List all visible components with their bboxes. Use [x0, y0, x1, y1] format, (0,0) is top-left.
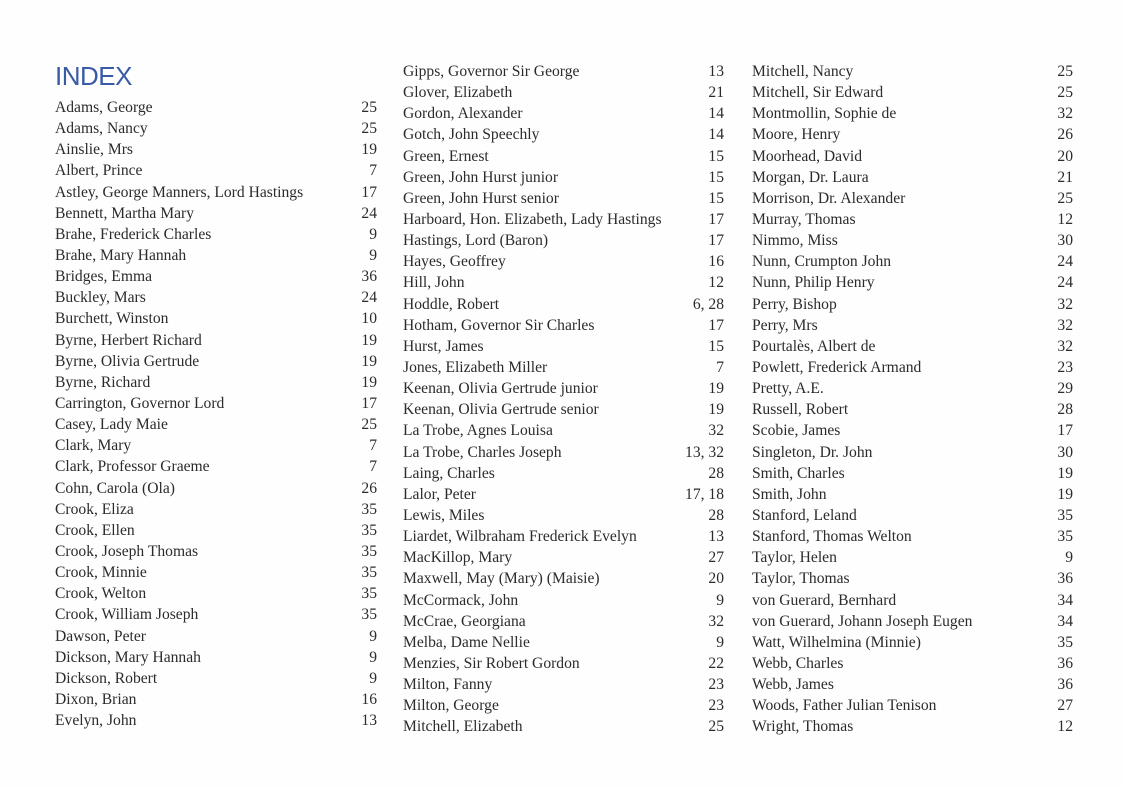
entry-name: Hurst, James — [403, 337, 484, 355]
index-entry — [403, 146, 724, 167]
entry-pages: 35 — [361, 542, 377, 560]
entry-name: Keenan, Olivia Gertrude junior — [403, 380, 598, 398]
entry-name: Ainslie, Mrs — [55, 141, 133, 159]
entry-name: Moorhead, David — [752, 147, 862, 165]
entry-name: Dickson, Mary Hannah — [55, 648, 201, 666]
entry-name: Lewis, Miles — [403, 506, 485, 524]
entry-name: Carrington, Governor Lord — [55, 394, 225, 412]
entry-name: Moore, Henry — [752, 126, 841, 144]
entry-name: Scobie, James — [752, 422, 841, 440]
entry-pages: 17 — [361, 183, 377, 201]
entry-pages: 14 — [708, 105, 724, 123]
index-entry — [403, 568, 724, 589]
entry-pages: 28 — [708, 506, 724, 524]
index-entry — [55, 118, 377, 139]
entry-name: McCormack, John — [403, 591, 519, 609]
entry-pages: 15 — [708, 337, 724, 355]
entry-name: Menzies, Sir Robert Gordon — [403, 654, 580, 672]
entry-name: Crook, Welton — [55, 585, 147, 603]
entry-pages: 28 — [708, 464, 724, 482]
entry-name: Crook, Joseph Thomas — [55, 542, 199, 560]
entry-name: Morrison, Dr. Alexander — [752, 189, 906, 207]
entry-name: Watt, Wilhelmina (Minnie) — [752, 633, 921, 651]
entry-pages: 32 — [1057, 105, 1073, 123]
entry-name: Montmollin, Sophie de — [752, 105, 897, 123]
index-entry — [752, 103, 1073, 124]
entry-name: Gordon, Alexander — [403, 105, 523, 123]
index-entry — [55, 160, 377, 181]
entry-pages: 30 — [1057, 232, 1073, 250]
index-entry — [403, 82, 724, 103]
entry-name: Woods, Father Julian Tenison — [752, 697, 937, 715]
index-entry — [752, 590, 1073, 611]
entry-pages: 23 — [1057, 358, 1073, 376]
entry-pages: 19 — [1057, 485, 1073, 503]
index-entry — [55, 478, 377, 499]
index-entry — [752, 611, 1073, 632]
entry-name: Wright, Thomas — [752, 718, 854, 736]
entry-pages: 32 — [708, 612, 724, 630]
index-entry — [752, 399, 1073, 420]
index-entry — [403, 442, 724, 463]
entry-pages: 36 — [1057, 654, 1073, 672]
entry-pages: 13, 32 — [685, 443, 724, 461]
entry-pages: 27 — [708, 549, 724, 567]
entry-name: Casey, Lady Maie — [55, 416, 168, 434]
entry-name: Singleton, Dr. John — [752, 443, 873, 461]
index-entry — [55, 414, 377, 435]
entry-name: Milton, George — [403, 697, 499, 715]
index-entry — [752, 378, 1073, 399]
index-entry — [55, 689, 377, 710]
entry-name: Jones, Elizabeth Miller — [403, 358, 548, 376]
entry-pages: 32 — [1057, 337, 1073, 355]
entry-pages: 26 — [361, 479, 377, 497]
index-entry — [55, 562, 377, 583]
entry-name: Laing, Charles — [403, 464, 495, 482]
index-entry — [55, 203, 377, 224]
index-entry — [55, 182, 377, 203]
index-entry — [55, 139, 377, 160]
entry-name: Dixon, Brian — [55, 690, 137, 708]
entry-name: Nunn, Crumpton John — [752, 253, 892, 271]
index-entry — [752, 167, 1073, 188]
entry-pages: 9 — [369, 246, 377, 264]
index-entry — [403, 420, 724, 441]
entry-pages: 35 — [361, 564, 377, 582]
entry-name: Byrne, Olivia Gertrude — [55, 352, 200, 370]
entry-pages: 9 — [369, 648, 377, 666]
entry-name: Harboard, Hon. Elizabeth, Lady Hastings — [403, 210, 662, 228]
entry-pages: 9 — [716, 591, 724, 609]
entry-pages: 34 — [1057, 612, 1073, 630]
entry-pages: 7 — [369, 162, 377, 180]
entry-pages: 35 — [1057, 633, 1073, 651]
index-entry — [403, 230, 724, 251]
index-entry — [752, 568, 1073, 589]
index-entry — [752, 357, 1073, 378]
index-entry — [752, 188, 1073, 209]
index-title: INDEX — [55, 61, 132, 91]
index-entry — [752, 230, 1073, 251]
entry-pages: 15 — [708, 147, 724, 165]
entry-name: Byrne, Richard — [55, 373, 151, 391]
entry-pages: 19 — [361, 141, 377, 159]
index-entry — [403, 632, 724, 653]
entry-pages: 36 — [1057, 676, 1073, 694]
index-entry — [403, 590, 724, 611]
entry-pages: 24 — [361, 204, 377, 222]
entry-pages: 21 — [1057, 168, 1073, 186]
index-entry — [403, 399, 724, 420]
entry-pages: 35 — [1057, 528, 1073, 546]
entry-pages: 10 — [361, 310, 377, 328]
entry-name: Adams, George — [55, 99, 153, 116]
entry-pages: 24 — [1057, 253, 1073, 271]
entry-name: Powlett, Frederick Armand — [752, 358, 922, 376]
index-entry — [55, 330, 377, 351]
entry-pages: 24 — [1057, 274, 1073, 292]
entry-pages: 24 — [361, 289, 377, 307]
entry-name: Crook, Minnie — [55, 564, 147, 582]
index-entry — [403, 695, 724, 716]
entry-pages: 13 — [708, 63, 724, 80]
index-entry — [403, 674, 724, 695]
index-entry — [403, 357, 724, 378]
entry-name: Stanford, Leland — [752, 506, 857, 524]
entry-name: Liardet, Wilbraham Frederick Evelyn — [403, 528, 637, 546]
entry-pages: 19 — [708, 380, 724, 398]
entry-name: Adams, Nancy — [55, 120, 148, 138]
index-entry — [752, 442, 1073, 463]
index-entry — [55, 287, 377, 308]
entry-name: Hayes, Geoffrey — [403, 253, 506, 271]
index-entry — [752, 484, 1073, 505]
index-entry — [403, 272, 724, 293]
entry-name: Smith, Charles — [752, 464, 845, 482]
entry-pages: 23 — [708, 676, 724, 694]
entry-name: Morgan, Dr. Laura — [752, 168, 869, 186]
entry-pages: 25 — [361, 416, 377, 434]
entry-pages: 36 — [1057, 570, 1073, 588]
entry-pages: 36 — [361, 268, 377, 286]
entry-pages: 19 — [1057, 464, 1073, 482]
entry-pages: 32 — [708, 422, 724, 440]
entry-name: Crook, Eliza — [55, 500, 134, 518]
entry-pages: 7 — [369, 437, 377, 455]
entry-pages: 25 — [708, 718, 724, 736]
index-column-2 — [403, 61, 724, 738]
entry-pages: 13 — [708, 528, 724, 546]
entry-pages: 16 — [361, 690, 377, 708]
entry-pages: 16 — [708, 253, 724, 271]
index-column-3 — [752, 61, 1073, 738]
entry-pages: 15 — [708, 168, 724, 186]
index-entry — [403, 716, 724, 737]
entry-name: Green, John Hurst junior — [403, 168, 559, 186]
index-entry — [403, 251, 724, 272]
entry-name: Pretty, A.E. — [752, 380, 824, 398]
index-entry — [752, 251, 1073, 272]
index-entry — [403, 209, 724, 230]
index-entry — [752, 336, 1073, 357]
index-entry — [403, 611, 724, 632]
index-entry — [403, 484, 724, 505]
entry-pages: 17 — [708, 316, 724, 334]
entry-name: Maxwell, May (Mary) (Maisie) — [403, 570, 600, 588]
entry-name: Gipps, Governor Sir George — [403, 63, 580, 80]
entry-name: Glover, Elizabeth — [403, 84, 513, 102]
entry-name: Melba, Dame Nellie — [403, 633, 530, 651]
entry-name: Albert, Prince — [55, 162, 143, 180]
index-entry — [403, 463, 724, 484]
entry-name: Mitchell, Nancy — [752, 63, 854, 80]
index-entry — [55, 668, 377, 689]
index-entry — [55, 604, 377, 625]
entry-pages: 14 — [708, 126, 724, 144]
index-entry — [752, 420, 1073, 441]
index-entry — [55, 97, 377, 118]
entry-name: von Guerard, Bernhard — [752, 591, 897, 609]
entry-pages: 19 — [361, 352, 377, 370]
entry-pages: 17 — [361, 394, 377, 412]
entry-name: Lalor, Peter — [403, 485, 476, 503]
entry-pages: 17 — [708, 232, 724, 250]
index-entry — [752, 315, 1073, 336]
entry-name: Brahe, Frederick Charles — [55, 225, 212, 243]
entry-pages: 27 — [1057, 697, 1073, 715]
entry-name: Smith, John — [752, 485, 827, 503]
entry-name: von Guerard, Johann Joseph Eugen — [752, 612, 973, 630]
entry-name: Cohn, Carola (Ola) — [55, 479, 175, 497]
entry-name: McCrae, Georgiana — [403, 612, 526, 630]
entry-pages: 13 — [361, 712, 377, 730]
entry-pages: 17, 18 — [685, 485, 724, 503]
entry-pages: 23 — [708, 697, 724, 715]
index-entry — [403, 294, 724, 315]
entry-name: La Trobe, Agnes Louisa — [403, 422, 553, 440]
entry-name: Taylor, Thomas — [752, 570, 850, 588]
entry-pages: 25 — [1057, 84, 1073, 102]
entry-name: Astley, George Manners, Lord Hastings — [55, 183, 304, 201]
entry-name: Keenan, Olivia Gertrude senior — [403, 401, 599, 419]
entry-pages: 19 — [361, 373, 377, 391]
index-entry — [752, 294, 1073, 315]
entry-pages: 20 — [1057, 147, 1073, 165]
entry-pages: 19 — [708, 401, 724, 419]
entry-pages: 12 — [1057, 718, 1073, 736]
entry-name: Mitchell, Sir Edward — [752, 84, 884, 102]
index-entry — [403, 188, 724, 209]
index-entry — [55, 224, 377, 245]
entry-pages: 25 — [1057, 63, 1073, 80]
entry-name: La Trobe, Charles Joseph — [403, 443, 562, 461]
entry-pages: 22 — [708, 654, 724, 672]
entry-pages: 20 — [708, 570, 724, 588]
index-entry — [752, 547, 1073, 568]
entry-name: Hastings, Lord (Baron) — [403, 232, 549, 250]
entry-pages: 12 — [1057, 210, 1073, 228]
entry-name: Perry, Bishop — [752, 295, 837, 313]
entry-name: Clark, Mary — [55, 437, 132, 455]
index-entry — [752, 695, 1073, 716]
entry-name: Webb, James — [752, 676, 834, 694]
entry-pages: 7 — [716, 358, 724, 376]
entry-pages: 32 — [1057, 316, 1073, 334]
entry-pages: 25 — [1057, 189, 1073, 207]
entry-name: Gotch, John Speechly — [403, 126, 540, 144]
index-entry — [752, 209, 1073, 230]
entry-name: Crook, Ellen — [55, 521, 135, 539]
index-entry — [403, 167, 724, 188]
index-entries — [752, 61, 1073, 738]
entry-name: Russell, Robert — [752, 401, 849, 419]
entry-name: Hill, John — [403, 274, 465, 292]
index-entry — [752, 82, 1073, 103]
entry-pages: 15 — [708, 189, 724, 207]
entry-name: Nunn, Philip Henry — [752, 274, 875, 292]
entry-pages: 34 — [1057, 591, 1073, 609]
index-entry — [55, 245, 377, 266]
entry-pages: 35 — [361, 521, 377, 539]
index-entries — [55, 97, 377, 731]
entry-pages: 19 — [361, 331, 377, 349]
entry-name: Dickson, Robert — [55, 669, 158, 687]
entry-pages: 29 — [1057, 380, 1073, 398]
index-entry — [403, 547, 724, 568]
entry-pages: 35 — [361, 606, 377, 624]
index-entry — [752, 463, 1073, 484]
entry-pages: 7 — [369, 458, 377, 476]
entry-name: Webb, Charles — [752, 654, 844, 672]
index-entry — [403, 315, 724, 336]
index-column-1 — [55, 61, 377, 731]
entry-name: Clark, Professor Graeme — [55, 458, 210, 476]
entry-pages: 17 — [708, 210, 724, 228]
entry-name: Brahe, Mary Hannah — [55, 246, 187, 264]
index-entry — [403, 103, 724, 124]
entry-pages: 35 — [1057, 506, 1073, 524]
entry-name: Crook, William Joseph — [55, 606, 199, 624]
index-entry — [55, 308, 377, 329]
entry-pages: 25 — [361, 120, 377, 138]
index-entry — [752, 716, 1073, 737]
index-entry — [55, 266, 377, 287]
entry-name: Nimmo, Miss — [752, 232, 838, 250]
index-entry — [752, 146, 1073, 167]
index-entry — [752, 124, 1073, 145]
entry-pages: 35 — [361, 500, 377, 518]
index-entry — [55, 520, 377, 541]
entry-name: Byrne, Herbert Richard — [55, 331, 202, 349]
entry-pages: 12 — [708, 274, 724, 292]
entry-name: Stanford, Thomas Welton — [752, 528, 912, 546]
entry-pages: 30 — [1057, 443, 1073, 461]
entry-name: Bridges, Emma — [55, 268, 153, 286]
entry-name: Burchett, Winston — [55, 310, 169, 328]
entry-pages: 9 — [369, 225, 377, 243]
entry-name: Hoddle, Robert — [403, 295, 500, 313]
entry-name: Murray, Thomas — [752, 210, 856, 228]
index-entry — [752, 632, 1073, 653]
entry-name: Mitchell, Elizabeth — [403, 718, 523, 736]
index-entry — [55, 351, 377, 372]
index-entry — [403, 378, 724, 399]
index-entry — [55, 372, 377, 393]
entry-name: Dawson, Peter — [55, 627, 146, 645]
index-entry — [55, 499, 377, 520]
entry-pages: 9 — [716, 633, 724, 651]
entry-name: Evelyn, John — [55, 712, 137, 730]
index-entry — [403, 653, 724, 674]
index-entry — [403, 505, 724, 526]
index-entry — [752, 61, 1073, 82]
index-entry — [403, 336, 724, 357]
entry-pages: 9 — [1065, 549, 1073, 567]
entry-name: Milton, Fanny — [403, 676, 493, 694]
index-entry — [403, 124, 724, 145]
entry-name: Taylor, Helen — [752, 549, 837, 567]
index-entry — [55, 435, 377, 456]
entry-pages: 21 — [708, 84, 724, 102]
entry-pages: 9 — [369, 669, 377, 687]
index-entry — [752, 526, 1073, 547]
entry-name: Hotham, Governor Sir Charles — [403, 316, 595, 334]
index-entry — [55, 456, 377, 477]
index-entries — [403, 61, 724, 738]
entry-name: Buckley, Mars — [55, 289, 146, 307]
index-entry — [55, 583, 377, 604]
index-entry — [55, 710, 377, 731]
entry-pages: 26 — [1057, 126, 1073, 144]
index-entry — [403, 526, 724, 547]
entry-name: Green, John Hurst senior — [403, 189, 559, 207]
index-entry — [752, 674, 1073, 695]
index-entry — [752, 272, 1073, 293]
entry-name: Pourtalès, Albert de — [752, 337, 876, 355]
entry-pages: 25 — [361, 99, 377, 116]
entry-name: Bennett, Martha Mary — [55, 204, 195, 222]
entry-pages: 35 — [361, 585, 377, 603]
index-entry — [752, 505, 1073, 526]
index-entry — [403, 61, 724, 82]
index-entry — [55, 647, 377, 668]
index-entry — [752, 653, 1073, 674]
index-entry — [55, 626, 377, 647]
entry-pages: 6, 28 — [692, 295, 724, 313]
entry-name: Green, Ernest — [403, 147, 489, 165]
entry-pages: 32 — [1057, 295, 1073, 313]
entry-pages: 9 — [369, 627, 377, 645]
index-entry — [55, 393, 377, 414]
entry-pages: 28 — [1057, 401, 1073, 419]
entry-name: MacKillop, Mary — [403, 549, 513, 567]
entry-pages: 17 — [1057, 422, 1073, 440]
entry-name: Perry, Mrs — [752, 316, 818, 334]
index-entry — [55, 541, 377, 562]
